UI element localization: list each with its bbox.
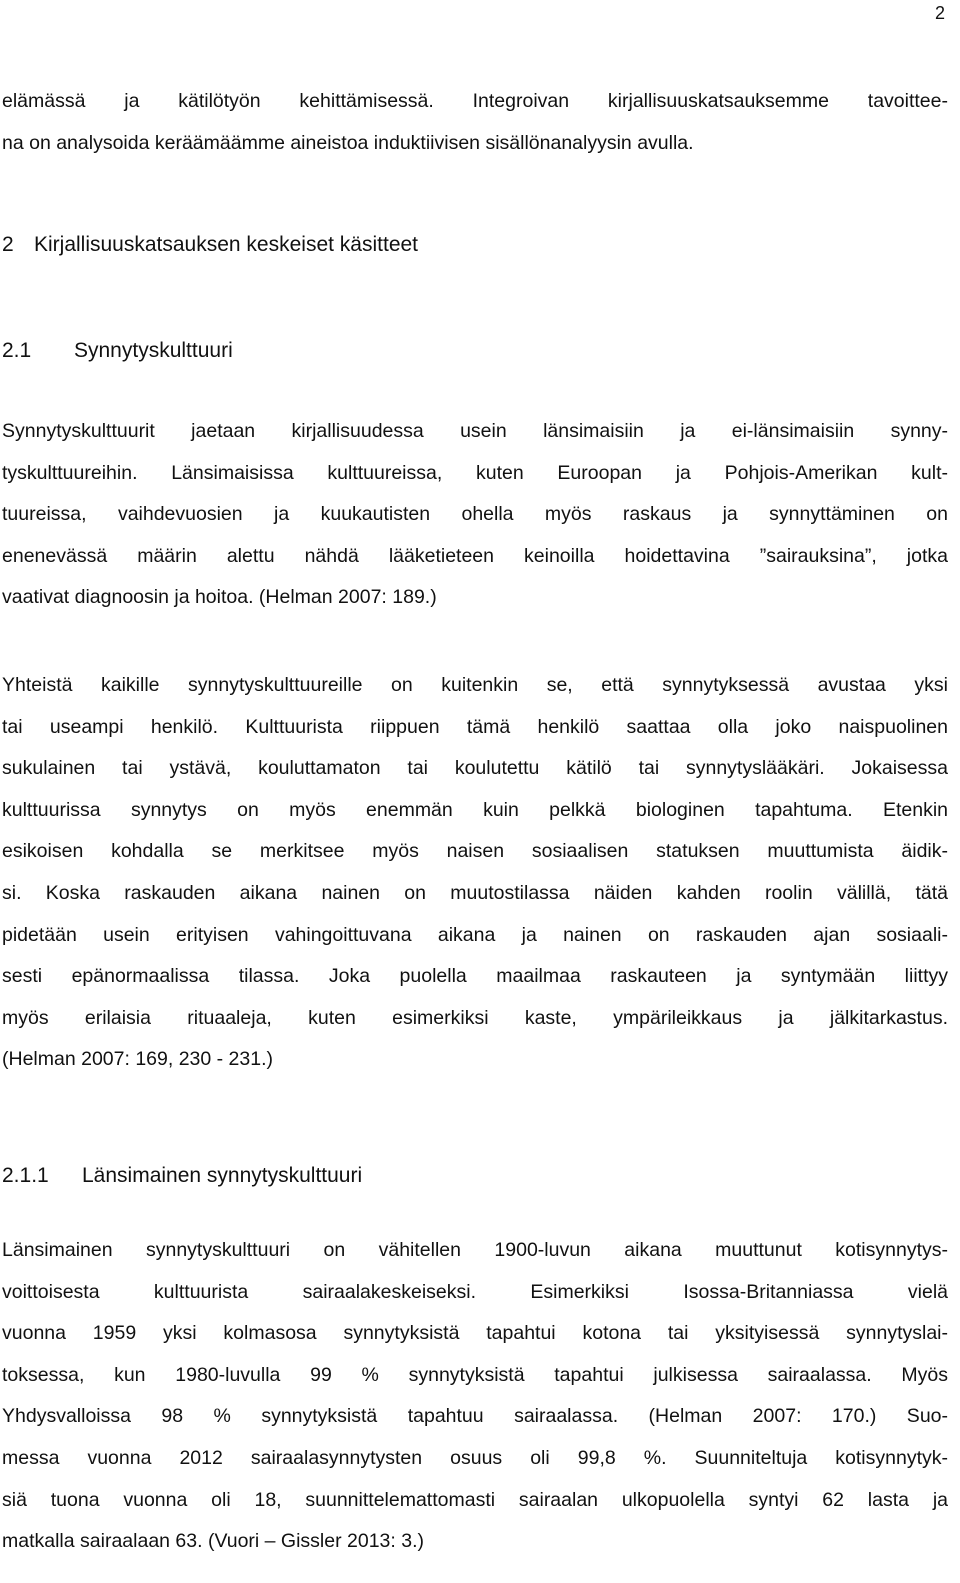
paragraph-line: Yhteistä kaikille synnytyskulttuureille on kuitenkin se, että synnytyksessä avustaa yksi	[2, 674, 948, 696]
paragraph-line: messa vuonna 2012 sairaalasynnytysten osuus oli 99,8 %. Suunniteltuja kotisynnytyk-	[2, 1446, 948, 1469]
paragraph-line: sukulainen tai ystävä, kouluttamaton tai koulutettu kätilö tai synnytyslääkäri. Jokaisessa	[2, 757, 948, 780]
section-heading	[2, 232, 418, 258]
paragraph-line: (Helman 2007: 169, 230 - 231.)	[2, 1048, 274, 1071]
paragraph-line: sesti epänormaalissa tilassa. Joka puolella maailmaa raskauteen ja syntymään liittyy	[2, 965, 948, 988]
paragraph-line: Yhdysvalloissa 98 % synnytyksistä tapahtuu sairaalassa. (Helman 2007: 170.) Suo-	[2, 1405, 948, 1428]
paragraph-line: pidetään usein erityisen vahingoittuvana aikana ja nainen on raskauden ajan sosiaali-	[2, 923, 948, 946]
paragraph-line: myös erilaisia rituaaleja, kuten esimerkiksi kaste, ympärileikkaus ja jälkitarkastus.	[2, 1006, 948, 1029]
subsubsection-title: Länsimainen synnytyskulttuuri	[82, 1164, 363, 1187]
section-number: 2	[2, 233, 14, 256]
paragraph-line: esikoisen kohdalla se merkitsee myös naisen sosiaalisen statuksen muuttumista äidik-	[2, 840, 948, 863]
paragraph-line: matkalla sairaalaan 63. (Vuori – Gissler 2013: 3.)	[2, 1530, 424, 1553]
paragraph-line: tai useampi henkilö. Kulttuurista riippuen tämä henkilö saattaa olla joko naispuolinen	[2, 715, 948, 738]
body-paragraph	[2, 411, 948, 619]
subsection-heading	[2, 338, 233, 364]
paragraph-line: vaativat diagnoosin ja hoitoa. (Helman 2007: 189.)	[2, 586, 437, 609]
paragraph-line: siä tuona vuonna oli 18, suunnittelemattomasti sairaalan ulkopuolella syntyi 62 lasta ja	[2, 1488, 948, 1511]
subsection-title: Synnytyskulttuuri	[74, 339, 233, 362]
paragraph-line: na on analysoida keräämäämme aineistoa induktiivisen sisällönanalyysin avulla.	[2, 131, 694, 154]
subsubsection-heading	[2, 1163, 362, 1189]
paragraph-line: elämässä ja kätilötyön kehittämisessä. Integroivan kirjallisuuskatsauksemme tavoittee-	[2, 90, 948, 112]
paragraph-line: tyskulttuureihin. Länsimaisissa kulttuureissa, kuten Euroopan ja Pohjois-Amerikan kult-	[2, 461, 948, 484]
paragraph-line: Länsimainen synnytyskulttuuri on vähitellen 1900-luvun aikana muuttunut kotisynnytys-	[2, 1239, 948, 1261]
body-paragraph	[2, 665, 948, 1081]
body-paragraph	[2, 1230, 948, 1563]
paragraph-line: vuonna 1959 yksi kolmasosa synnytyksistä tapahtui kotona tai yksityisessä synnytyslai-	[2, 1322, 948, 1345]
page-number: 2	[935, 3, 946, 23]
paragraph-line: Synnytyskulttuurit jaetaan kirjallisuudessa usein länsimaisiin ja ei-länsimaisiin synny-	[2, 420, 948, 442]
paragraph-line: si. Koska raskauden aikana nainen on muutostilassa näiden kahden roolin välillä, tätä	[2, 881, 948, 904]
paragraph-line: voittoisesta kulttuurista sairaalakeskeiseksi. Esimerkiksi Isossa-Britanniassa vielä	[2, 1280, 948, 1303]
paragraph-line: tuureissa, vaihdevuosien ja kuukautisten ohella myös raskaus ja synnyttäminen on	[2, 503, 948, 526]
section-title: Kirjallisuuskatsauksen keskeiset käsitteet	[34, 233, 419, 256]
subsubsection-number: 2.1.1	[2, 1164, 49, 1187]
subsection-number: 2.1	[2, 339, 32, 362]
paragraph-line: enenevässä määrin alettu nähdä lääketieteen keinoilla hoidettavina ”sairauksina”, jotka	[2, 544, 948, 567]
intro-paragraph	[2, 81, 948, 164]
paragraph-line: kulttuurissa synnytys on myös enemmän kuin pelkkä biologinen tapahtuma. Etenkin	[2, 798, 948, 821]
paragraph-line: toksessa, kun 1980-luvulla 99 % synnytyksistä tapahtui julkisessa sairaalassa. Myös	[2, 1363, 948, 1386]
